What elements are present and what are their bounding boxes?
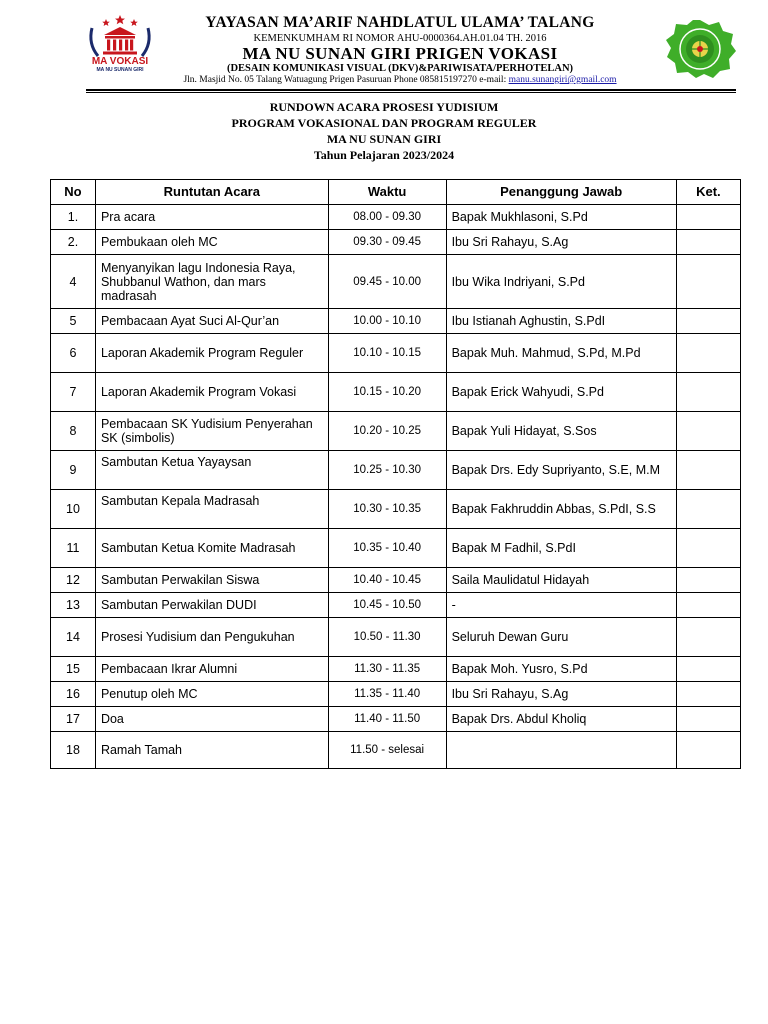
cell-acara: Sambutan Kepala Madrasah xyxy=(95,490,328,529)
cell-no: 15 xyxy=(51,657,96,682)
cell-acara: Sambutan Ketua Yayaysan xyxy=(95,451,328,490)
header-waktu: Waktu xyxy=(328,180,446,205)
cell-pj: Bapak Yuli Hidayat, S.Sos xyxy=(446,412,676,451)
cell-no: 6 xyxy=(51,334,96,373)
cell-ket xyxy=(676,529,740,568)
cell-no: 12 xyxy=(51,568,96,593)
cell-no: 4 xyxy=(51,255,96,309)
cell-acara: Sambutan Ketua Komite Madrasah xyxy=(95,529,328,568)
cell-waktu: 10.00 - 10.10 xyxy=(328,309,446,334)
table-row xyxy=(51,255,741,309)
header-rule-thin xyxy=(86,92,736,93)
cell-pj: - xyxy=(446,593,676,618)
header-no: No xyxy=(51,180,96,205)
cell-pj: Bapak Mukhlasoni, S.Pd xyxy=(446,205,676,230)
cell-ket xyxy=(676,451,740,490)
cell-acara: Pembukaan oleh MC xyxy=(95,230,328,255)
cell-waktu: 11.40 - 11.50 xyxy=(328,707,446,732)
school-address xyxy=(140,75,660,85)
cell-pj: Ibu Wika Indriyani, S.Pd xyxy=(446,255,676,309)
header-rule-thick xyxy=(86,89,736,91)
cell-ket xyxy=(676,205,740,230)
cell-pj: Bapak Fakhruddin Abbas, S.PdI, S.S xyxy=(446,490,676,529)
cell-pj: Bapak Drs. Edy Supriyanto, S.E, M.M xyxy=(446,451,676,490)
cell-no: 13 xyxy=(51,593,96,618)
cell-no: 7 xyxy=(51,373,96,412)
table-row xyxy=(51,373,741,412)
table-row xyxy=(51,529,741,568)
rundown-table xyxy=(50,179,741,769)
address-text: Jln. Masjid No. 05 Talang Watuagung Prigen Pasuruan Phone 085815197270 e-mail: xyxy=(183,75,509,85)
cell-acara: Sambutan Perwakilan DUDI xyxy=(95,593,328,618)
table-row xyxy=(51,618,741,657)
cell-waktu: 10.40 - 10.45 xyxy=(328,568,446,593)
cell-acara: Doa xyxy=(95,707,328,732)
cell-no: 14 xyxy=(51,618,96,657)
cell-acara: Penutup oleh MC xyxy=(95,682,328,707)
logo-text-sub: MA NU SUNAN GIRI xyxy=(96,67,144,73)
school-name: MA NU SUNAN GIRI PRIGEN VOKASI xyxy=(242,44,558,63)
cell-waktu: 08.00 - 09.30 xyxy=(328,205,446,230)
title-line-3: MA NU SUNAN GIRI xyxy=(326,132,442,146)
logo-text-main: MA VOKASI xyxy=(91,56,149,67)
table-row xyxy=(51,593,741,618)
cell-acara: Pembacaan SK Yudisium Penyerahan SK (simbolis) xyxy=(95,412,328,451)
cell-acara: Pembacaan Ayat Suci Al-Qur’an xyxy=(95,309,328,334)
cell-acara: Sambutan Perwakilan Siswa xyxy=(95,568,328,593)
cell-waktu: 10.20 - 10.25 xyxy=(328,412,446,451)
cell-waktu: 10.25 - 10.30 xyxy=(328,451,446,490)
title-line-4: Tahun Pelajaran 2023/2024 xyxy=(313,148,455,162)
cell-pj: Bapak Erick Wahyudi, S.Pd xyxy=(446,373,676,412)
email-link[interactable]: manu.sunangiri@gmail.com xyxy=(508,75,617,85)
table-row xyxy=(51,568,741,593)
cell-no: 18 xyxy=(51,732,96,769)
table-row xyxy=(51,451,741,490)
cell-pj: Ibu Sri Rahayu, S.Ag xyxy=(446,230,676,255)
cell-waktu: 10.15 - 10.20 xyxy=(328,373,446,412)
document-title xyxy=(0,99,768,163)
cell-ket xyxy=(676,230,740,255)
cell-ket xyxy=(676,657,740,682)
table-row xyxy=(51,732,741,769)
table-row xyxy=(51,412,741,451)
cell-acara: Pra acara xyxy=(95,205,328,230)
cell-ket xyxy=(676,682,740,707)
header-ket: Ket. xyxy=(676,180,740,205)
cell-ket xyxy=(676,568,740,593)
school-emblem-logo xyxy=(663,19,737,79)
table-row xyxy=(51,707,741,732)
cell-no: 16 xyxy=(51,682,96,707)
table-header-row xyxy=(51,180,741,205)
cell-ket xyxy=(676,334,740,373)
cell-waktu: 10.45 - 10.50 xyxy=(328,593,446,618)
cell-ket xyxy=(676,255,740,309)
cell-ket xyxy=(676,618,740,657)
cell-no: 8 xyxy=(51,412,96,451)
table-row xyxy=(51,230,741,255)
cell-waktu: 10.50 - 11.30 xyxy=(328,618,446,657)
cell-acara: Laporan Akademik Program Reguler xyxy=(95,334,328,373)
cell-pj: Bapak Muh. Mahmud, S.Pd, M.Pd xyxy=(446,334,676,373)
cell-no: 10 xyxy=(51,490,96,529)
school-programs: (DESAIN KOMUNIKASI VISUAL (DKV)&PARIWISATA/PERHOTELAN) xyxy=(226,63,574,74)
cell-ket xyxy=(676,490,740,529)
cell-acara: Menyanyikan lagu Indonesia Raya, Shubbanul Wathon, dan mars madrasah xyxy=(95,255,328,309)
cell-pj: Bapak Moh. Yusro, S.Pd xyxy=(446,657,676,682)
cell-ket xyxy=(676,593,740,618)
cell-ket xyxy=(676,412,740,451)
cell-acara: Prosesi Yudisium dan Pengukuhan xyxy=(95,618,328,657)
cell-ket xyxy=(676,373,740,412)
title-line-2: PROGRAM VOKASIONAL DAN PROGRAM REGULER xyxy=(231,116,537,130)
cell-acara: Pembacaan Ikrar Alumni xyxy=(95,657,328,682)
cell-no: 1. xyxy=(51,205,96,230)
cell-no: 5 xyxy=(51,309,96,334)
cell-waktu: 11.50 - selesai xyxy=(328,732,446,769)
foundation-name: YAYASAN MA’ARIF NAHDLATUL ULAMA’ TALANG xyxy=(205,14,595,31)
cell-waktu: 09.30 - 09.45 xyxy=(328,230,446,255)
cell-acara: Laporan Akademik Program Vokasi xyxy=(95,373,328,412)
letterhead xyxy=(0,0,768,95)
cell-ket xyxy=(676,707,740,732)
cell-acara: Ramah Tamah xyxy=(95,732,328,769)
cell-waktu: 11.35 - 11.40 xyxy=(328,682,446,707)
cell-waktu: 09.45 - 10.00 xyxy=(328,255,446,309)
cell-waktu: 10.30 - 10.35 xyxy=(328,490,446,529)
cell-no: 11 xyxy=(51,529,96,568)
cell-no: 9 xyxy=(51,451,96,490)
cell-ket xyxy=(676,732,740,769)
title-line-1: RUNDOWN ACARA PROSESI YUDISIUM xyxy=(269,100,499,114)
cell-pj: Saila Maulidatul Hidayah xyxy=(446,568,676,593)
cell-pj: Bapak M Fadhil, S.PdI xyxy=(446,529,676,568)
table-row xyxy=(51,682,741,707)
cell-waktu: 10.35 - 10.40 xyxy=(328,529,446,568)
registration-number: KEMENKUMHAM RI NOMOR AHU-0000364.AH.01.04 TH. 2016 xyxy=(253,33,547,44)
header-penanggung-jawab: Penanggung Jawab xyxy=(446,180,676,205)
cell-pj xyxy=(446,732,676,769)
cell-pj: Bapak Drs. Abdul Kholiq xyxy=(446,707,676,732)
cell-waktu: 10.10 - 10.15 xyxy=(328,334,446,373)
table-row xyxy=(51,334,741,373)
table-row xyxy=(51,657,741,682)
cell-pj: Ibu Istianah Aghustin, S.PdI xyxy=(446,309,676,334)
header-acara: Runtutan Acara xyxy=(95,180,328,205)
table-row xyxy=(51,205,741,230)
cell-no: 17 xyxy=(51,707,96,732)
cell-pj: Seluruh Dewan Guru xyxy=(446,618,676,657)
table-row xyxy=(51,490,741,529)
cell-no: 2. xyxy=(51,230,96,255)
cell-ket xyxy=(676,309,740,334)
cell-pj: Ibu Sri Rahayu, S.Ag xyxy=(446,682,676,707)
cell-waktu: 11.30 - 11.35 xyxy=(328,657,446,682)
table-row xyxy=(51,309,741,334)
